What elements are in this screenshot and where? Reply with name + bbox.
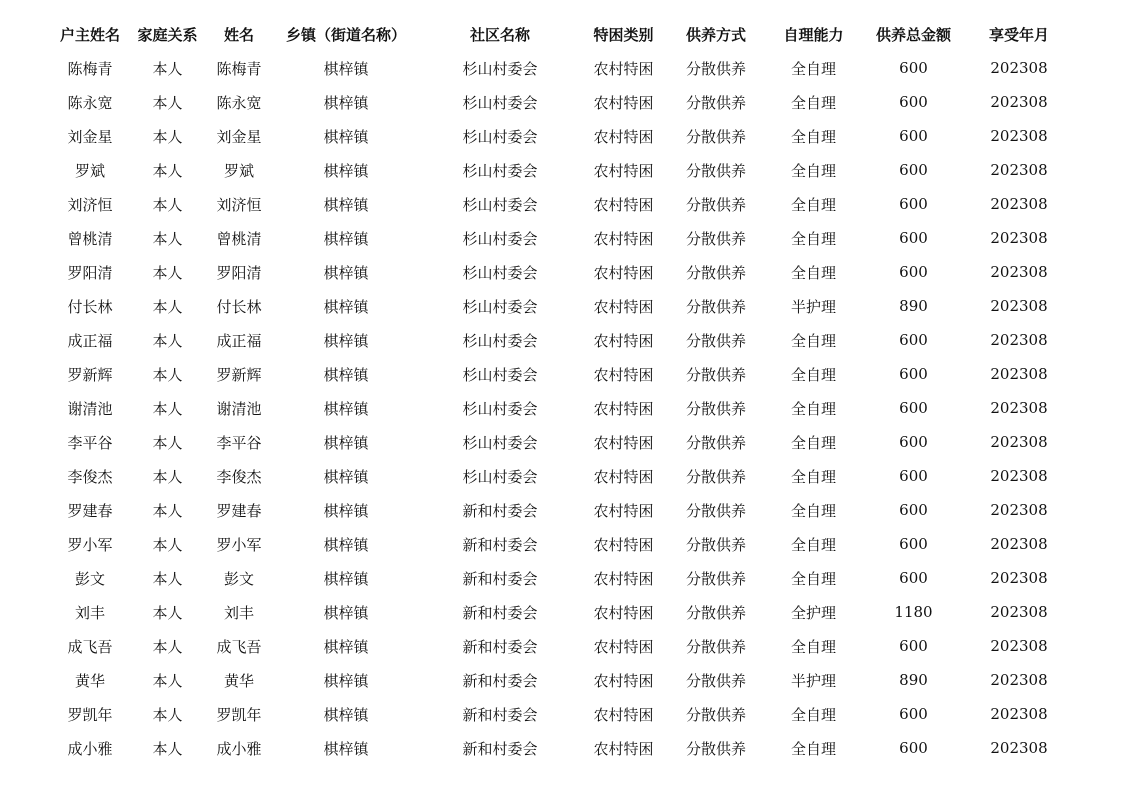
table-row — [50, 187, 1072, 221]
cell-relationship: 本人 — [152, 501, 183, 520]
cell-support-mode: 分散供养 — [685, 161, 746, 180]
cell-name: 陈梅青 — [216, 59, 262, 78]
cell-support-mode: 分散供养 — [685, 569, 746, 588]
cell-relationship: 本人 — [152, 603, 183, 622]
cell-name: 刘济恒 — [216, 195, 262, 214]
cell-community: 新和村委会 — [462, 535, 538, 554]
cell-head-of-household: 罗斌 — [74, 161, 105, 180]
cell-self-care: 全自理 — [790, 399, 836, 418]
cell-category: 农村特困 — [593, 637, 654, 656]
cell-self-care: 全自理 — [790, 365, 836, 384]
cell-head-of-household: 罗小军 — [67, 535, 113, 554]
cell-community: 杉山村委会 — [462, 433, 538, 452]
cell-self-care: 全自理 — [790, 637, 836, 656]
cell-self-care: 全自理 — [790, 263, 836, 282]
cell-relationship: 本人 — [152, 127, 183, 146]
cell-self-care: 全自理 — [790, 127, 836, 146]
cell-community: 杉山村委会 — [462, 59, 538, 78]
cell-head-of-household: 谢清池 — [67, 399, 113, 418]
cell-relationship: 本人 — [152, 229, 183, 248]
cell-support-mode: 分散供养 — [685, 331, 746, 350]
header-head-of-household: 户主姓名 — [59, 25, 120, 44]
cell-total-amount: 600 — [899, 161, 928, 179]
cell-total-amount: 600 — [899, 433, 928, 451]
cell-head-of-household: 曾桃清 — [67, 229, 113, 248]
cell-total-amount: 600 — [899, 93, 928, 111]
cell-period: 202308 — [990, 263, 1048, 281]
table-body — [50, 51, 1072, 765]
cell-township: 棋梓镇 — [323, 263, 369, 282]
cell-township: 棋梓镇 — [323, 127, 369, 146]
cell-relationship: 本人 — [152, 569, 183, 588]
cell-township: 棋梓镇 — [323, 59, 369, 78]
cell-community: 新和村委会 — [462, 671, 538, 690]
cell-township: 棋梓镇 — [323, 433, 369, 452]
cell-total-amount: 1180 — [894, 603, 933, 621]
table-row — [50, 323, 1072, 357]
cell-community: 杉山村委会 — [462, 467, 538, 486]
cell-name: 刘丰 — [223, 603, 254, 622]
cell-total-amount: 600 — [899, 59, 928, 77]
cell-name: 陈永宽 — [216, 93, 262, 112]
cell-period: 202308 — [990, 331, 1048, 349]
table-row — [50, 289, 1072, 323]
table-row — [50, 595, 1072, 629]
cell-period: 202308 — [990, 229, 1048, 247]
cell-support-mode: 分散供养 — [685, 501, 746, 520]
cell-period: 202308 — [990, 705, 1048, 723]
cell-category: 农村特困 — [593, 59, 654, 78]
cell-township: 棋梓镇 — [323, 501, 369, 520]
cell-category: 农村特困 — [593, 365, 654, 384]
header-category: 特困类别 — [593, 25, 654, 44]
cell-township: 棋梓镇 — [323, 467, 369, 486]
cell-township: 棋梓镇 — [323, 229, 369, 248]
cell-head-of-household: 罗新辉 — [67, 365, 113, 384]
cell-relationship: 本人 — [152, 59, 183, 78]
cell-support-mode: 分散供养 — [685, 297, 746, 316]
cell-name: 成正福 — [216, 331, 262, 350]
cell-name: 罗斌 — [223, 161, 254, 180]
cell-self-care: 全自理 — [790, 195, 836, 214]
cell-relationship: 本人 — [152, 365, 183, 384]
cell-community: 杉山村委会 — [462, 195, 538, 214]
cell-total-amount: 600 — [899, 127, 928, 145]
cell-self-care: 全自理 — [790, 501, 836, 520]
cell-head-of-household: 彭文 — [74, 569, 105, 588]
cell-community: 杉山村委会 — [462, 365, 538, 384]
header-row — [50, 17, 1072, 51]
cell-relationship: 本人 — [152, 739, 183, 758]
cell-community: 杉山村委会 — [462, 331, 538, 350]
cell-period: 202308 — [990, 637, 1048, 655]
cell-category: 农村特困 — [593, 467, 654, 486]
cell-category: 农村特困 — [593, 535, 654, 554]
cell-name: 刘金星 — [216, 127, 262, 146]
cell-community: 新和村委会 — [462, 637, 538, 656]
table-row — [50, 493, 1072, 527]
header-name: 姓名 — [223, 25, 254, 44]
cell-total-amount: 890 — [899, 671, 928, 689]
cell-total-amount: 600 — [899, 535, 928, 553]
cell-category: 农村特困 — [593, 195, 654, 214]
cell-community: 杉山村委会 — [462, 127, 538, 146]
cell-township: 棋梓镇 — [323, 297, 369, 316]
cell-support-mode: 分散供养 — [685, 705, 746, 724]
cell-township: 棋梓镇 — [323, 331, 369, 350]
cell-period: 202308 — [990, 433, 1048, 451]
cell-township: 棋梓镇 — [323, 637, 369, 656]
cell-head-of-household: 成正福 — [67, 331, 113, 350]
cell-category: 农村特困 — [593, 433, 654, 452]
table-row — [50, 391, 1072, 425]
cell-name: 罗凯年 — [216, 705, 262, 724]
cell-township: 棋梓镇 — [323, 161, 369, 180]
table-row — [50, 153, 1072, 187]
cell-self-care: 全自理 — [790, 331, 836, 350]
cell-self-care: 全护理 — [790, 603, 836, 622]
cell-support-mode: 分散供养 — [685, 637, 746, 656]
cell-support-mode: 分散供养 — [685, 603, 746, 622]
cell-township: 棋梓镇 — [323, 603, 369, 622]
cell-support-mode: 分散供养 — [685, 467, 746, 486]
header-self-care: 自理能力 — [783, 25, 844, 44]
cell-period: 202308 — [990, 399, 1048, 417]
cell-community: 杉山村委会 — [462, 399, 538, 418]
cell-community: 新和村委会 — [462, 569, 538, 588]
cell-self-care: 半护理 — [790, 671, 836, 690]
cell-category: 农村特困 — [593, 671, 654, 690]
cell-township: 棋梓镇 — [323, 195, 369, 214]
header-support-mode: 供养方式 — [685, 25, 746, 44]
cell-self-care: 全自理 — [790, 229, 836, 248]
cell-self-care: 半护理 — [790, 297, 836, 316]
cell-name: 彭文 — [223, 569, 254, 588]
cell-head-of-household: 刘丰 — [74, 603, 105, 622]
cell-head-of-household: 李俊杰 — [67, 467, 113, 486]
cell-community: 新和村委会 — [462, 501, 538, 520]
cell-community: 杉山村委会 — [462, 297, 538, 316]
cell-self-care: 全自理 — [790, 433, 836, 452]
cell-self-care: 全自理 — [790, 569, 836, 588]
cell-period: 202308 — [990, 671, 1048, 689]
cell-support-mode: 分散供养 — [685, 195, 746, 214]
cell-head-of-household: 罗建春 — [67, 501, 113, 520]
cell-community: 杉山村委会 — [462, 93, 538, 112]
cell-category: 农村特困 — [593, 161, 654, 180]
cell-period: 202308 — [990, 739, 1048, 757]
cell-name: 成飞吾 — [216, 637, 262, 656]
cell-support-mode: 分散供养 — [685, 399, 746, 418]
cell-name: 李俊杰 — [216, 467, 262, 486]
table-header — [50, 17, 1072, 51]
cell-period: 202308 — [990, 501, 1048, 519]
table-row — [50, 459, 1072, 493]
cell-total-amount: 890 — [899, 297, 928, 315]
cell-name: 付长林 — [216, 297, 262, 316]
cell-category: 农村特困 — [593, 297, 654, 316]
cell-period: 202308 — [990, 161, 1048, 179]
cell-township: 棋梓镇 — [323, 93, 369, 112]
cell-self-care: 全自理 — [790, 93, 836, 112]
cell-community: 杉山村委会 — [462, 161, 538, 180]
cell-self-care: 全自理 — [790, 467, 836, 486]
cell-name: 罗阳清 — [216, 263, 262, 282]
cell-township: 棋梓镇 — [323, 535, 369, 554]
table-row — [50, 255, 1072, 289]
cell-total-amount: 600 — [899, 569, 928, 587]
header-community: 社区名称 — [469, 25, 530, 44]
table-row — [50, 221, 1072, 255]
cell-community: 杉山村委会 — [462, 263, 538, 282]
cell-category: 农村特困 — [593, 603, 654, 622]
cell-name: 罗小军 — [216, 535, 262, 554]
header-relationship: 家庭关系 — [137, 25, 198, 44]
cell-total-amount: 600 — [899, 195, 928, 213]
support-roster-table — [50, 17, 1072, 765]
cell-relationship: 本人 — [152, 331, 183, 350]
cell-support-mode: 分散供养 — [685, 535, 746, 554]
cell-relationship: 本人 — [152, 161, 183, 180]
table-row — [50, 357, 1072, 391]
cell-category: 农村特困 — [593, 739, 654, 758]
cell-period: 202308 — [990, 59, 1048, 77]
cell-total-amount: 600 — [899, 467, 928, 485]
table-row — [50, 85, 1072, 119]
cell-period: 202308 — [990, 603, 1048, 621]
table-row — [50, 663, 1072, 697]
cell-relationship: 本人 — [152, 433, 183, 452]
cell-support-mode: 分散供养 — [685, 365, 746, 384]
cell-township: 棋梓镇 — [323, 739, 369, 758]
cell-head-of-household: 陈梅青 — [67, 59, 113, 78]
cell-category: 农村特困 — [593, 229, 654, 248]
cell-total-amount: 600 — [899, 501, 928, 519]
cell-support-mode: 分散供养 — [685, 229, 746, 248]
cell-name: 黄华 — [223, 671, 254, 690]
cell-head-of-household: 刘金星 — [67, 127, 113, 146]
cell-total-amount: 600 — [899, 739, 928, 757]
cell-head-of-household: 成小雅 — [67, 739, 113, 758]
cell-category: 农村特困 — [593, 127, 654, 146]
cell-relationship: 本人 — [152, 535, 183, 554]
table-row — [50, 731, 1072, 765]
cell-relationship: 本人 — [152, 399, 183, 418]
cell-relationship: 本人 — [152, 195, 183, 214]
cell-head-of-household: 黄华 — [74, 671, 105, 690]
cell-head-of-household: 罗凯年 — [67, 705, 113, 724]
cell-support-mode: 分散供养 — [685, 263, 746, 282]
cell-head-of-household: 罗阳清 — [67, 263, 113, 282]
cell-relationship: 本人 — [152, 263, 183, 282]
cell-head-of-household: 李平谷 — [67, 433, 113, 452]
cell-period: 202308 — [990, 569, 1048, 587]
cell-self-care: 全自理 — [790, 705, 836, 724]
cell-period: 202308 — [990, 93, 1048, 111]
cell-total-amount: 600 — [899, 399, 928, 417]
cell-community: 杉山村委会 — [462, 229, 538, 248]
cell-head-of-household: 刘济恒 — [67, 195, 113, 214]
cell-support-mode: 分散供养 — [685, 671, 746, 690]
cell-total-amount: 600 — [899, 263, 928, 281]
table-row — [50, 425, 1072, 459]
cell-period: 202308 — [990, 127, 1048, 145]
cell-community: 新和村委会 — [462, 705, 538, 724]
cell-total-amount: 600 — [899, 637, 928, 655]
cell-head-of-household: 成飞吾 — [67, 637, 113, 656]
header-total-amount: 供养总金额 — [875, 25, 951, 44]
cell-category: 农村特困 — [593, 569, 654, 588]
table-row — [50, 629, 1072, 663]
cell-name: 谢清池 — [216, 399, 262, 418]
cell-self-care: 全自理 — [790, 739, 836, 758]
cell-self-care: 全自理 — [790, 535, 836, 554]
table-row — [50, 527, 1072, 561]
cell-relationship: 本人 — [152, 705, 183, 724]
cell-category: 农村特困 — [593, 263, 654, 282]
cell-period: 202308 — [990, 297, 1048, 315]
cell-category: 农村特困 — [593, 331, 654, 350]
cell-relationship: 本人 — [152, 467, 183, 486]
table-row — [50, 119, 1072, 153]
cell-township: 棋梓镇 — [323, 569, 369, 588]
cell-head-of-household: 付长林 — [67, 297, 113, 316]
cell-period: 202308 — [990, 195, 1048, 213]
table-row — [50, 697, 1072, 731]
cell-support-mode: 分散供养 — [685, 739, 746, 758]
cell-support-mode: 分散供养 — [685, 59, 746, 78]
cell-name: 成小雅 — [216, 739, 262, 758]
cell-category: 农村特困 — [593, 501, 654, 520]
cell-relationship: 本人 — [152, 671, 183, 690]
cell-township: 棋梓镇 — [323, 705, 369, 724]
cell-township: 棋梓镇 — [323, 365, 369, 384]
cell-township: 棋梓镇 — [323, 399, 369, 418]
table-row — [50, 561, 1072, 595]
cell-category: 农村特困 — [593, 705, 654, 724]
header-township: 乡镇（街道名称） — [285, 25, 406, 44]
header-period: 享受年月 — [988, 25, 1049, 44]
cell-community: 新和村委会 — [462, 603, 538, 622]
cell-period: 202308 — [990, 365, 1048, 383]
table-row — [50, 51, 1072, 85]
cell-total-amount: 600 — [899, 365, 928, 383]
cell-support-mode: 分散供养 — [685, 93, 746, 112]
cell-name: 罗建春 — [216, 501, 262, 520]
cell-category: 农村特困 — [593, 93, 654, 112]
cell-head-of-household: 陈永宽 — [67, 93, 113, 112]
cell-township: 棋梓镇 — [323, 671, 369, 690]
cell-relationship: 本人 — [152, 93, 183, 112]
cell-community: 新和村委会 — [462, 739, 538, 758]
cell-relationship: 本人 — [152, 297, 183, 316]
cell-support-mode: 分散供养 — [685, 127, 746, 146]
cell-name: 李平谷 — [216, 433, 262, 452]
cell-total-amount: 600 — [899, 331, 928, 349]
cell-self-care: 全自理 — [790, 161, 836, 180]
cell-relationship: 本人 — [152, 637, 183, 656]
cell-support-mode: 分散供养 — [685, 433, 746, 452]
cell-name: 曾桃清 — [216, 229, 262, 248]
cell-self-care: 全自理 — [790, 59, 836, 78]
cell-total-amount: 600 — [899, 229, 928, 247]
cell-name: 罗新辉 — [216, 365, 262, 384]
cell-period: 202308 — [990, 467, 1048, 485]
cell-category: 农村特困 — [593, 399, 654, 418]
cell-total-amount: 600 — [899, 705, 928, 723]
cell-period: 202308 — [990, 535, 1048, 553]
